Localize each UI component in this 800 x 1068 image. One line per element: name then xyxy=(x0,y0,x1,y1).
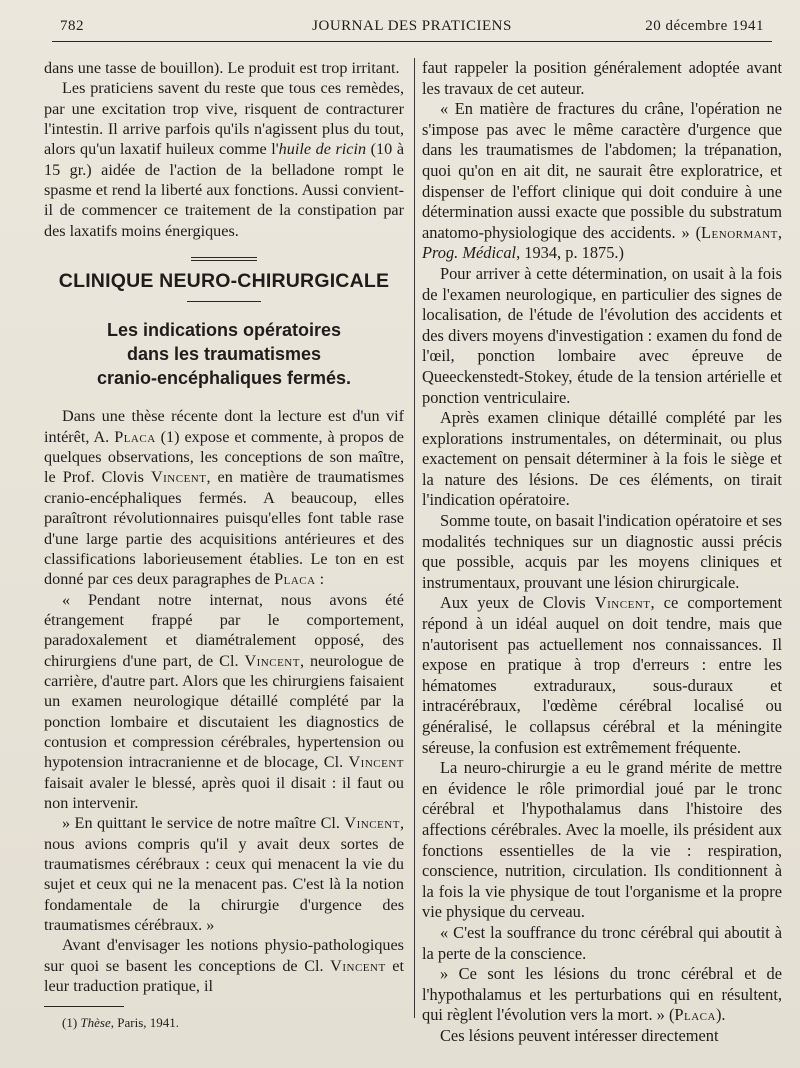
footnote-rule xyxy=(44,1006,124,1007)
paragraph: Pour arriver à cette détermination, on usait à la fois de l'examen neurologique, en particulier des signes de localisation, de l'étude de l'évolution des accidents et des divers moyens d'investigation : examen du fond de l'œil, ponction lombaire avec épreuve de Queeckenstedt-Stokey, étude de la tension artérielle et ponction ventriculaire. xyxy=(422,263,782,407)
paragraph: » Ce sont les lésions du tronc cérébral et de l'hypothalamus et les perturbations qui en résultent, qui règlent l'évolution vers la mort. » (Placa). xyxy=(422,964,782,1025)
footnote: (1) Thèse, Paris, 1941. xyxy=(62,1015,180,1031)
section-title: CLINIQUE NEURO-CHIRURGICALE xyxy=(58,270,390,293)
page-header xyxy=(52,14,772,42)
page-number: 782 xyxy=(60,18,84,34)
article-title: Les indications opératoires dans les traumatismes cranio-encéphaliques fermés. xyxy=(96,320,352,389)
paragraph: « Pendant notre internat, nous avons été étrangement frappé par le comportement, paradoxalement et diamétralement opposé, des chirurgiens d'une part, de Cl. Vincent, neurologue de carrière, d'autre part. Alors que les chirurgiens faisaient un examen neurologique détaillé complété par la ponction lombaire et discutaient les diagnostics de contusion et compression cérébrales, hypertension ou hypotension intracranienne et de blocage, Cl. Vincent faisait avaler le blessé, après quoi il disait : il faut ou non intervenir. xyxy=(44,590,404,812)
paragraph: Après examen clinique détaillé complété par les explorations instrumentales, on déterminait, ou plus exactement on pensait déterminer à la fois le siège et la nature des lésions. De ces éléments, on tirait l'indication opératoire. xyxy=(422,408,782,510)
paragraph: Ces lésions peuvent intéresser directement xyxy=(440,1025,719,1045)
paragraph: Dans une thèse récente dont la lecture est d'un vif intérêt, A. Placa (1) expose et commente, à propos de quelques observations, les conceptions de son maître, le Prof. Clovis Vincent, en matière de traumatismes cranio-encéphaliques fermés. A beaucoup, elles paraîtront révolutionnaires puisqu'elles font table rase d'une large partie des acquisitions antérieures et des classifications laborieusement établies. Le ton en est donné par ces deux paragraphes de Placa : xyxy=(44,407,405,589)
left-column xyxy=(44,58,404,1034)
journal-title: JOURNAL DES PRATICIENS xyxy=(312,18,512,34)
column-divider xyxy=(414,58,415,1018)
paragraph: faut rappeler la position généralement adoptée avant les travaux de cet auteur. xyxy=(422,58,782,98)
paragraph: « En matière de fractures du crâne, l'opération ne s'impose pas avec le même caractère d'urgence que dans les traumatismes de l'abdomen; la trépanation, quoi qu'on en ait dit, ne saurait être exploratrice, et dispenser de l'effort clinique qui doit conduire à une détermination aussi exacte que possible du substratum anatomo-physiologique des accidents. » (Lenormant, Prog. Médical, 1934, p. 1875.) xyxy=(422,99,782,263)
double-rule-divider xyxy=(191,257,257,261)
rule-divider xyxy=(187,301,261,302)
paragraph: Avant d'envisager les notions physio-pathologiques sur quoi se basent les conceptions de Cl. Vincent et leur traduction pratique, il xyxy=(44,936,404,996)
paragraph: Les praticiens savent du reste que tous ces remèdes, par une excitation trop vive, risquent de contracturer l'intestin. Il arrive parfois qu'ils n'agissent plus du tout, alors qu'un laxatif huileux comme l'huile de ricin (10 à 15 gr.) aidée de l'action de la belladone rompt le spasme et rend la liberté aux fonctions. Aussi convient-il de commencer ce traitement de la constipation par des laxatifs moins énergiques. xyxy=(44,79,405,240)
paragraph: Somme toute, on basait l'indication opératoire et ses modalités techniques sur un diagnostic aussi précis que possible, acquis par les moyens cliniques et instrumentaux, prouvant une lésion chirurgicale. xyxy=(422,511,782,592)
right-column xyxy=(422,58,782,1047)
issue-date: 20 décembre 1941 xyxy=(645,18,764,34)
paragraph: « C'est la souffrance du tronc cérébral qui aboutit à la perte de la conscience. xyxy=(422,922,782,963)
paragraph: » En quittant le service de notre maître Cl. Vincent, nous avions compris qu'il y avait deux sortes de traumatismes cérébraux : ceux qui menacent la vie du sujet et ceux qui ne la menacent pas. C'est là la notion fondamentale de la chirurgie d'urgence des traumatismes cérébraux. » xyxy=(44,814,404,935)
paragraph: Aux yeux de Clovis Vincent, ce comportement répond à un idéal auquel on doit tendre, mais que n'autorisent pas actuellement nos connaissances. Il expose en pratique à trop d'erreurs : entre les hématomes extraduraux, sous-duraux et intracérébraux, l'œdème cérébral localisé ou généralisé, le collapsus cérébral et la méningite séreuse, la confusion est extrêmement fréquente. xyxy=(422,593,782,757)
paragraph: La neuro-chirurgie a eu le grand mérite de mettre en évidence le rôle primordial joué par le tronc cérébral et l'hypothalamus dans l'histoire des affections cérébrales. Avec la moelle, ils président aux fonctions essentielles de la vie : respiration, conscience, nutrition, circulation. Ils conditionnent à la fois la vie physique de tout l'organisme et la propre vie physique du cerveau. xyxy=(422,758,782,922)
paragraph: dans une tasse de bouillon). Le produit est trop irritant. xyxy=(44,59,400,77)
